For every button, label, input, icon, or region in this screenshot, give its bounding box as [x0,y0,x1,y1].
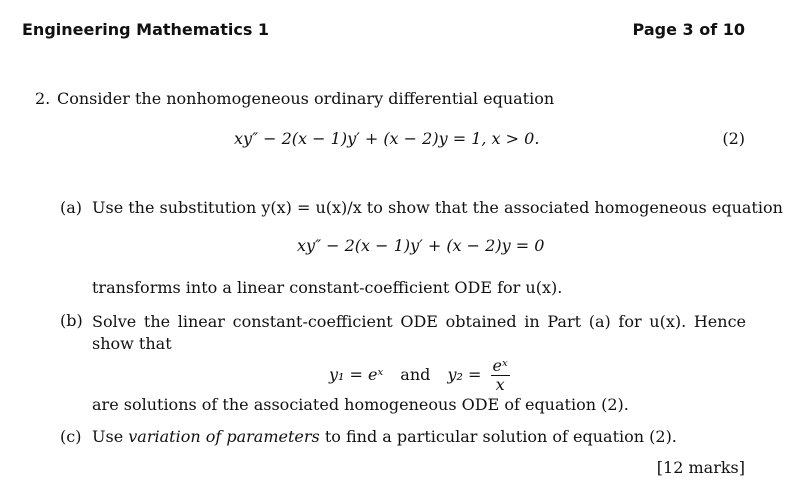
y1-expression: y₁ = eˣ [329,365,384,384]
homogeneous-equation: xy″ − 2(x − 1)y′ + (x − 2)y = 0 [297,236,545,255]
solutions-equation [329,357,510,394]
y2-fraction [491,357,510,394]
part-a-text: Use the substitution y(x) = u(x)/x to show that the associated homogeneous equation [92,198,783,217]
y2-lhs: y₂ = [447,365,482,384]
question-intro: Consider the nonhomogeneous ordinary differential equation [57,89,555,108]
y2-numerator: eˣ [492,356,508,375]
equation-label: (2) [722,129,745,148]
part-c-text [92,427,677,447]
marks-total: [12 marks] [656,458,745,477]
course-title: Engineering Mathematics 1 [22,20,270,39]
part-c-label: (c) [60,427,82,446]
part-b-label: (b) [60,311,83,330]
part-b-text-continued: are solutions of the associated homogeneous ODE of equation (2). [92,395,629,414]
part-c-text-pre: Use [92,427,124,446]
part-c-text-post: to find a particular solution of equation (2). [324,427,677,446]
page-indicator: Page 3 of 10 [632,20,745,39]
part-a-text-continued: transforms into a linear constant-coefficient ODE for u(x). [92,278,563,297]
main-equation: xy″ − 2(x − 1)y′ + (x − 2)y = 1, x > 0. [234,129,540,148]
and-word: and [400,365,431,384]
part-c-emphasis: variation of parameters [128,427,320,446]
part-a-label: (a) [60,198,83,217]
y2-denominator: x [495,375,505,394]
question-number: 2. [35,89,51,108]
part-b-text: Solve the linear constant-coefficient ODE obtained in Part (a) for u(x). Hence show that [92,312,746,353]
